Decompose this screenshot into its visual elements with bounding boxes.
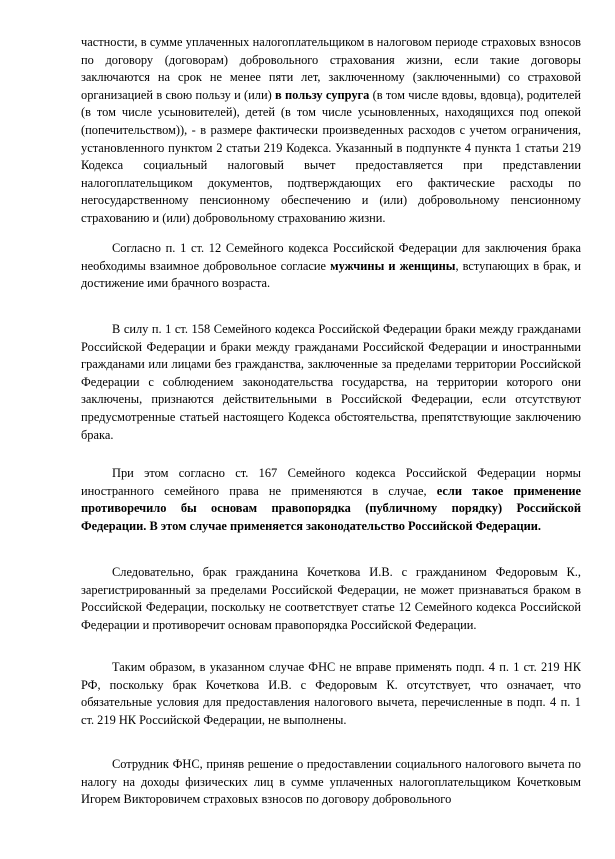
text-segment: , вступающих в брак, и достижение ими брачного возраста. [81, 258, 581, 291]
text-segment: Сотрудник ФНС, приняв решение о предоставлении социального налогового вычета по налогу на доходы физических лиц в сумме уплаченных налогоплательщиком Кочетковым Игорем Викторовичем страховых взносов по договору добровольного [81, 757, 581, 807]
paragraph-insurance-deduction [81, 34, 581, 228]
text-segment: частности, в сумме уплаченных налогоплательщиком в налоговом периоде страховых взносов по договору (договорам) добровольного страхования жизни, если такие договоры заключаются на срок не менее пяти лет, заключенному (заключенными) со страховой организацией в свою пользу и (или) [81, 35, 581, 102]
paragraph-family-code-art12 [81, 240, 581, 293]
text-segment: Согласно п. 1 ст. 12 Семейного кодекса Российской Федерации для заключения брака необходимы взаимное добровольное согласие [81, 241, 581, 273]
text-segment: При этом согласно ст. 167 Семейного кодекса Российской Федерации нормы иностранного семейного права не применяются в случае, [81, 466, 581, 498]
text-segment: Следовательно, брак гражданина Кочеткова И.В. с гражданином Федоровым К., зарегистрированный за пределами Российской Федерации, не может признаваться браком в Российской Федерации, поскольку не соответствует статье 12 Семейного кодекса Российской Федерации и противоречит основам правопорядка Российской Федерации. [81, 565, 581, 632]
text-segment-bold: мужчины и женщины [330, 258, 456, 273]
text-segment-bold: в пользу супруга [275, 87, 370, 102]
text-segment: (в том числе вдовы, вдовца), родителей (в том числе усыновителей), детей (в том числе усыновленных, находящихся под опекой (попечительством)), - в размере фактически произведенных расходов с учетом ограничения, установленного пунктом 2 статьи 219 Кодекса. Указанный в подпункте 4 пункта 1 статьи 219 Кодекса социальный налоговый вычет предоставляется при представлении налогоплательщиком документов, подтверждающих его фактические расходы по негосударственному пенсионному обеспечению и (или) добровольному пенсионному страхованию и (или) добровольному страхованию жизни. [81, 87, 581, 225]
text-segment: В силу п. 1 ст. 158 Семейного кодекса Российской Федерации браки между гражданами Российской Федерации и браки между гражданами Российской Федерации и иностранными гражданами или лицами без гражданства, заключенные за пределами территории Российской Федерации с соблюдением законодательства государства, на территории которого они заключены, признаются действительными в Российской Федерации, если отсутствуют предусмотренные статьей настоящего Кодекса обстоятельства, препятствующие заключению брака. [81, 322, 581, 442]
paragraph-consequently [81, 564, 581, 634]
paragraph-family-code-art158 [81, 321, 581, 444]
paragraph-fns-employee [81, 756, 581, 809]
text-segment-bold: если такое применение противоречило бы основам правопорядка (публичному порядку) Российской Федерации. В этом случае применяется законодательство Российской Федерации. [81, 483, 581, 533]
text-segment: Таким образом, в указанном случае ФНС не вправе применять подп. 4 п. 1 ст. 219 НК РФ, поскольку брак Кочеткова И.В. с Федоровым К. отсутствует, что означает, что обязательные условия для предоставления налогового вычета, перечисленные в подп. 4 п. 1 ст. 219 НК Российской Федерации, не выполнены. [81, 660, 581, 727]
paragraph-thus [81, 659, 581, 729]
paragraph-family-code-art167 [81, 465, 581, 535]
